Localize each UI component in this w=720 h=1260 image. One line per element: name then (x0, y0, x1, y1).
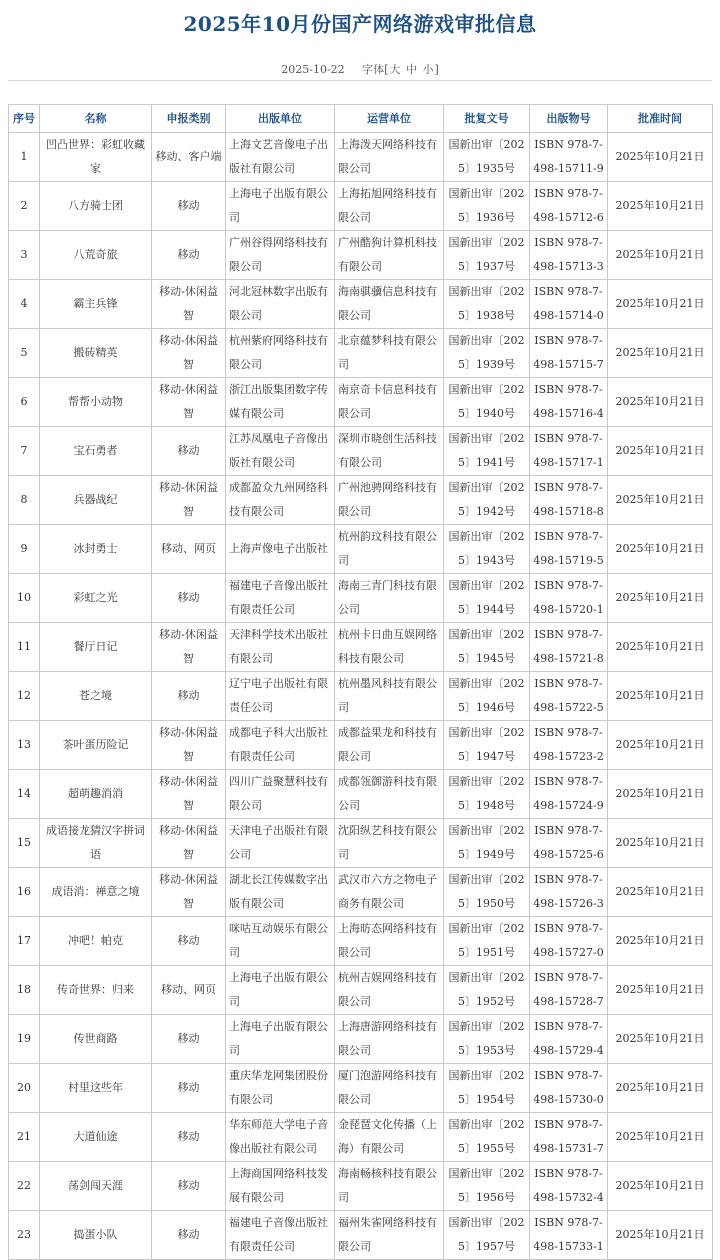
cell-isbn: ISBN 978-7-498-15731-7 (530, 1113, 608, 1162)
cell-no: 19 (9, 1015, 40, 1064)
cell-name: 苍之境 (40, 672, 152, 721)
table-row (9, 1162, 713, 1211)
cell-operator: 南京奇卡信息科技有限公司 (335, 378, 444, 427)
cell-category: 移动-休闲益智 (152, 623, 226, 672)
cell-operator: 沈阳纵艺科技有限公司 (335, 819, 444, 868)
cell-approval-date: 2025年10月21日 (608, 721, 713, 770)
cell-isbn: ISBN 978-7-498-15712-6 (530, 182, 608, 231)
article-meta (0, 61, 720, 77)
cell-no: 14 (9, 770, 40, 819)
cell-no: 3 (9, 231, 40, 280)
cell-publisher: 成都电子科大出版社有限责任公司 (226, 721, 335, 770)
table-row (9, 427, 713, 476)
cell-approval-no: 国新出审〔2025〕1938号 (444, 280, 530, 329)
cell-publisher: 上海电子出版有限公司 (226, 1015, 335, 1064)
cell-name: 冲吧！帕克 (40, 917, 152, 966)
cell-operator: 杭州韵玟科技有限公司 (335, 525, 444, 574)
cell-operator: 深圳市晓创生活科技有限公司 (335, 427, 444, 476)
cell-approval-no: 国新出审〔2025〕1953号 (444, 1015, 530, 1064)
header-name: 名称 (40, 105, 152, 133)
cell-publisher: 江苏凤凰电子音像出版社有限公司 (226, 427, 335, 476)
cell-name: 兵器战纪 (40, 476, 152, 525)
cell-approval-no: 国新出审〔2025〕1955号 (444, 1113, 530, 1162)
font-size-small-link[interactable]: 小 (422, 63, 434, 76)
cell-no: 20 (9, 1064, 40, 1113)
cell-isbn: ISBN 978-7-498-15721-8 (530, 623, 608, 672)
cell-publisher: 上海文艺音像电子出版社有限公司 (226, 133, 335, 182)
cell-no: 5 (9, 329, 40, 378)
table-row (9, 525, 713, 574)
cell-isbn: ISBN 978-7-498-15718-8 (530, 476, 608, 525)
cell-name: 传奇世界：归来 (40, 966, 152, 1015)
cell-approval-no: 国新出审〔2025〕1940号 (444, 378, 530, 427)
cell-approval-date: 2025年10月21日 (608, 1162, 713, 1211)
cell-category: 移动 (152, 672, 226, 721)
cell-name: 搬砖精英 (40, 329, 152, 378)
cell-publisher: 上海电子出版有限公司 (226, 966, 335, 1015)
cell-approval-date: 2025年10月21日 (608, 231, 713, 280)
cell-no: 10 (9, 574, 40, 623)
table-row (9, 182, 713, 231)
cell-approval-date: 2025年10月21日 (608, 623, 713, 672)
cell-approval-no: 国新出审〔2025〕1941号 (444, 427, 530, 476)
cell-name: 凹凸世界：彩虹收藏家 (40, 133, 152, 182)
cell-publisher: 河北冠林数字出版有限公司 (226, 280, 335, 329)
cell-isbn: ISBN 978-7-498-15719-5 (530, 525, 608, 574)
table-row (9, 966, 713, 1015)
cell-isbn: ISBN 978-7-498-15733-1 (530, 1211, 608, 1260)
cell-approval-no: 国新出审〔2025〕1950号 (444, 868, 530, 917)
cell-publisher: 杭州紫府网络科技有限公司 (226, 329, 335, 378)
cell-publisher: 成都盈众九州网络科技有限公司 (226, 476, 335, 525)
font-size-large-link[interactable]: 大 (389, 63, 401, 76)
cell-operator: 北京蕴梦科技有限公司 (335, 329, 444, 378)
cell-approval-no: 国新出审〔2025〕1946号 (444, 672, 530, 721)
cell-name: 成语接龙猜汉字拼词语 (40, 819, 152, 868)
cell-approval-no: 国新出审〔2025〕1954号 (444, 1064, 530, 1113)
approval-table (8, 104, 713, 1260)
table-row (9, 329, 713, 378)
table-row (9, 868, 713, 917)
cell-approval-date: 2025年10月21日 (608, 868, 713, 917)
cell-category: 移动-休闲益智 (152, 770, 226, 819)
cell-publisher: 咪咕互动娱乐有限公司 (226, 917, 335, 966)
cell-name: 大道仙途 (40, 1113, 152, 1162)
table-body (9, 133, 713, 1260)
cell-name: 宝石勇者 (40, 427, 152, 476)
cell-publisher: 上海声像电子出版社 (226, 525, 335, 574)
cell-approval-no: 国新出审〔2025〕1944号 (444, 574, 530, 623)
cell-isbn: ISBN 978-7-498-15717-1 (530, 427, 608, 476)
cell-no: 8 (9, 476, 40, 525)
cell-category: 移动 (152, 1162, 226, 1211)
cell-operator: 上海泼天网络科技有限公司 (335, 133, 444, 182)
cell-operator: 海南三青门科技有限公司 (335, 574, 444, 623)
cell-isbn: ISBN 978-7-498-15728-7 (530, 966, 608, 1015)
cell-category: 移动 (152, 574, 226, 623)
font-size-label: 字体 (362, 63, 385, 76)
cell-category: 移动 (152, 427, 226, 476)
cell-approval-no: 国新出审〔2025〕1936号 (444, 182, 530, 231)
header-isbn: 出版物号 (530, 105, 608, 133)
cell-isbn: ISBN 978-7-498-15732-4 (530, 1162, 608, 1211)
cell-category: 移动 (152, 1015, 226, 1064)
cell-category: 移动、网页 (152, 966, 226, 1015)
table-row (9, 721, 713, 770)
cell-approval-date: 2025年10月21日 (608, 819, 713, 868)
cell-name: 成语消：禅意之境 (40, 868, 152, 917)
cell-publisher: 福建电子音像出版社有限责任公司 (226, 574, 335, 623)
cell-operator: 杭州墨风科技有限公司 (335, 672, 444, 721)
cell-operator: 海南骐骥信息科技有限公司 (335, 280, 444, 329)
cell-publisher: 湖北长江传媒数字出版有限公司 (226, 868, 335, 917)
cell-approval-no: 国新出审〔2025〕1945号 (444, 623, 530, 672)
cell-operator: 上海唐游网络科技有限公司 (335, 1015, 444, 1064)
cell-category: 移动 (152, 1064, 226, 1113)
table-row (9, 1113, 713, 1162)
cell-operator: 广州池骋网络科技有限公司 (335, 476, 444, 525)
cell-category: 移动-休闲益智 (152, 721, 226, 770)
cell-approval-no: 国新出审〔2025〕1952号 (444, 966, 530, 1015)
cell-isbn: ISBN 978-7-498-15725-6 (530, 819, 608, 868)
cell-approval-date: 2025年10月21日 (608, 476, 713, 525)
table-row (9, 770, 713, 819)
header-approval-date: 批准时间 (608, 105, 713, 133)
cell-name: 冰封勇士 (40, 525, 152, 574)
cell-no: 23 (9, 1211, 40, 1260)
cell-name: 八方骑士团 (40, 182, 152, 231)
cell-approval-no: 国新出审〔2025〕1949号 (444, 819, 530, 868)
cell-approval-date: 2025年10月21日 (608, 574, 713, 623)
cell-publisher: 上海商国网络科技发展有限公司 (226, 1162, 335, 1211)
cell-approval-date: 2025年10月21日 (608, 182, 713, 231)
cell-no: 2 (9, 182, 40, 231)
cell-approval-date: 2025年10月21日 (608, 1015, 713, 1064)
cell-publisher: 四川广益聚慧科技有限公司 (226, 770, 335, 819)
font-size-medium-link[interactable]: 中 (405, 63, 417, 76)
cell-approval-no: 国新出审〔2025〕1951号 (444, 917, 530, 966)
cell-publisher: 上海电子出版有限公司 (226, 182, 335, 231)
table-row (9, 378, 713, 427)
cell-operator: 杭州吉娱网络科技有限公司 (335, 966, 444, 1015)
cell-operator: 上海拓旭网络科技有限公司 (335, 182, 444, 231)
cell-isbn: ISBN 978-7-498-15723-2 (530, 721, 608, 770)
cell-no: 22 (9, 1162, 40, 1211)
table-row (9, 1211, 713, 1260)
cell-approval-date: 2025年10月21日 (608, 770, 713, 819)
cell-name: 捣蛋小队 (40, 1211, 152, 1260)
cell-category: 移动-休闲益智 (152, 476, 226, 525)
cell-approval-no: 国新出审〔2025〕1943号 (444, 525, 530, 574)
cell-isbn: ISBN 978-7-498-15714-0 (530, 280, 608, 329)
cell-name: 传世商路 (40, 1015, 152, 1064)
header-operator: 运营单位 (335, 105, 444, 133)
cell-publisher: 福建电子音像出版社有限责任公司 (226, 1211, 335, 1260)
cell-name: 八荒奇旅 (40, 231, 152, 280)
cell-approval-date: 2025年10月21日 (608, 1113, 713, 1162)
cell-category: 移动-休闲益智 (152, 280, 226, 329)
cell-no: 18 (9, 966, 40, 1015)
cell-name: 餐厅日记 (40, 623, 152, 672)
cell-category: 移动-休闲益智 (152, 868, 226, 917)
cell-no: 16 (9, 868, 40, 917)
cell-isbn: ISBN 978-7-498-15713-3 (530, 231, 608, 280)
cell-no: 21 (9, 1113, 40, 1162)
cell-operator: 成都瓴御游科技有限公司 (335, 770, 444, 819)
cell-approval-no: 国新出审〔2025〕1935号 (444, 133, 530, 182)
cell-publisher: 重庆华龙网集团股份有限公司 (226, 1064, 335, 1113)
cell-isbn: ISBN 978-7-498-15727-0 (530, 917, 608, 966)
table-row (9, 623, 713, 672)
cell-isbn: ISBN 978-7-498-15716-4 (530, 378, 608, 427)
cell-approval-no: 国新出审〔2025〕1939号 (444, 329, 530, 378)
cell-approval-date: 2025年10月21日 (608, 329, 713, 378)
cell-isbn: ISBN 978-7-498-15720-1 (530, 574, 608, 623)
cell-publisher: 天津电子出版社有限公司 (226, 819, 335, 868)
cell-operator: 上海昉态网络科技有限公司 (335, 917, 444, 966)
cell-approval-no: 国新出审〔2025〕1948号 (444, 770, 530, 819)
title-divider (8, 80, 712, 81)
table-row (9, 280, 713, 329)
cell-approval-no: 国新出审〔2025〕1947号 (444, 721, 530, 770)
cell-isbn: ISBN 978-7-498-15711-9 (530, 133, 608, 182)
table-row (9, 231, 713, 280)
header-no: 序号 (9, 105, 40, 133)
cell-no: 15 (9, 819, 40, 868)
cell-approval-no: 国新出审〔2025〕1937号 (444, 231, 530, 280)
cell-name: 荡剑闯天涯 (40, 1162, 152, 1211)
cell-category: 移动 (152, 231, 226, 280)
cell-operator: 海南畅核科技有限公司 (335, 1162, 444, 1211)
cell-category: 移动、网页 (152, 525, 226, 574)
cell-publisher: 广州谷得网络科技有限公司 (226, 231, 335, 280)
cell-operator: 厦门泡游网络科技有限公司 (335, 1064, 444, 1113)
cell-no: 17 (9, 917, 40, 966)
table-row (9, 574, 713, 623)
cell-no: 1 (9, 133, 40, 182)
cell-publisher: 辽宁电子出版社有限责任公司 (226, 672, 335, 721)
cell-publisher: 浙江出版集团数字传媒有限公司 (226, 378, 335, 427)
font-size-switcher: [大 中 小] (384, 63, 439, 76)
cell-isbn: ISBN 978-7-498-15726-3 (530, 868, 608, 917)
cell-no: 12 (9, 672, 40, 721)
cell-publisher: 华东师范大学电子音像出版社有限公司 (226, 1113, 335, 1162)
cell-operator: 武汉市六方之物电子商务有限公司 (335, 868, 444, 917)
header-publisher: 出版单位 (226, 105, 335, 133)
cell-isbn: ISBN 978-7-498-15729-4 (530, 1015, 608, 1064)
cell-isbn: ISBN 978-7-498-15724-9 (530, 770, 608, 819)
cell-approval-date: 2025年10月21日 (608, 378, 713, 427)
cell-approval-date: 2025年10月21日 (608, 1211, 713, 1260)
cell-isbn: ISBN 978-7-498-15722-5 (530, 672, 608, 721)
cell-no: 4 (9, 280, 40, 329)
table-row (9, 133, 713, 182)
cell-publisher: 天津科学技术出版社有限公司 (226, 623, 335, 672)
cell-category: 移动、客户端 (152, 133, 226, 182)
cell-name: 帮帮小动物 (40, 378, 152, 427)
cell-operator: 杭州卡日曲互娱网络科技有限公司 (335, 623, 444, 672)
table-row (9, 1015, 713, 1064)
table-row (9, 917, 713, 966)
cell-name: 茶叶蛋历险记 (40, 721, 152, 770)
cell-no: 6 (9, 378, 40, 427)
cell-approval-date: 2025年10月21日 (608, 280, 713, 329)
table-row (9, 819, 713, 868)
table-row (9, 672, 713, 721)
table-row (9, 1064, 713, 1113)
cell-name: 彩虹之光 (40, 574, 152, 623)
cell-operator: 福州朱雀网络科技有限公司 (335, 1211, 444, 1260)
publish-date: 2025-10-22 (281, 63, 345, 76)
cell-approval-date: 2025年10月21日 (608, 917, 713, 966)
cell-operator: 广州酷狗计算机科技有限公司 (335, 231, 444, 280)
cell-category: 移动 (152, 182, 226, 231)
header-category: 申报类别 (152, 105, 226, 133)
table-row (9, 476, 713, 525)
cell-category: 移动 (152, 1211, 226, 1260)
cell-operator: 成都益果龙和科技有限公司 (335, 721, 444, 770)
cell-approval-date: 2025年10月21日 (608, 525, 713, 574)
cell-no: 7 (9, 427, 40, 476)
cell-isbn: ISBN 978-7-498-15730-0 (530, 1064, 608, 1113)
cell-category: 移动-休闲益智 (152, 819, 226, 868)
cell-approval-date: 2025年10月21日 (608, 672, 713, 721)
cell-approval-no: 国新出审〔2025〕1957号 (444, 1211, 530, 1260)
cell-approval-date: 2025年10月21日 (608, 133, 713, 182)
cell-operator: 金琵琶文化传播（上海）有限公司 (335, 1113, 444, 1162)
table-header-row (9, 105, 713, 133)
cell-isbn: ISBN 978-7-498-15715-7 (530, 329, 608, 378)
cell-name: 霸主兵锋 (40, 280, 152, 329)
cell-name: 村里这些年 (40, 1064, 152, 1113)
cell-approval-date: 2025年10月21日 (608, 1064, 713, 1113)
cell-no: 9 (9, 525, 40, 574)
cell-approval-date: 2025年10月21日 (608, 966, 713, 1015)
header-approval-no: 批复文号 (444, 105, 530, 133)
cell-approval-no: 国新出审〔2025〕1942号 (444, 476, 530, 525)
cell-category: 移动 (152, 917, 226, 966)
cell-category: 移动-休闲益智 (152, 378, 226, 427)
cell-approval-date: 2025年10月21日 (608, 427, 713, 476)
cell-name: 超萌趣消消 (40, 770, 152, 819)
cell-no: 11 (9, 623, 40, 672)
page-title: 2025年10月份国产网络游戏审批信息 (183, 12, 537, 36)
cell-approval-no: 国新出审〔2025〕1956号 (444, 1162, 530, 1211)
cell-category: 移动 (152, 1113, 226, 1162)
cell-no: 13 (9, 721, 40, 770)
cell-category: 移动-休闲益智 (152, 329, 226, 378)
